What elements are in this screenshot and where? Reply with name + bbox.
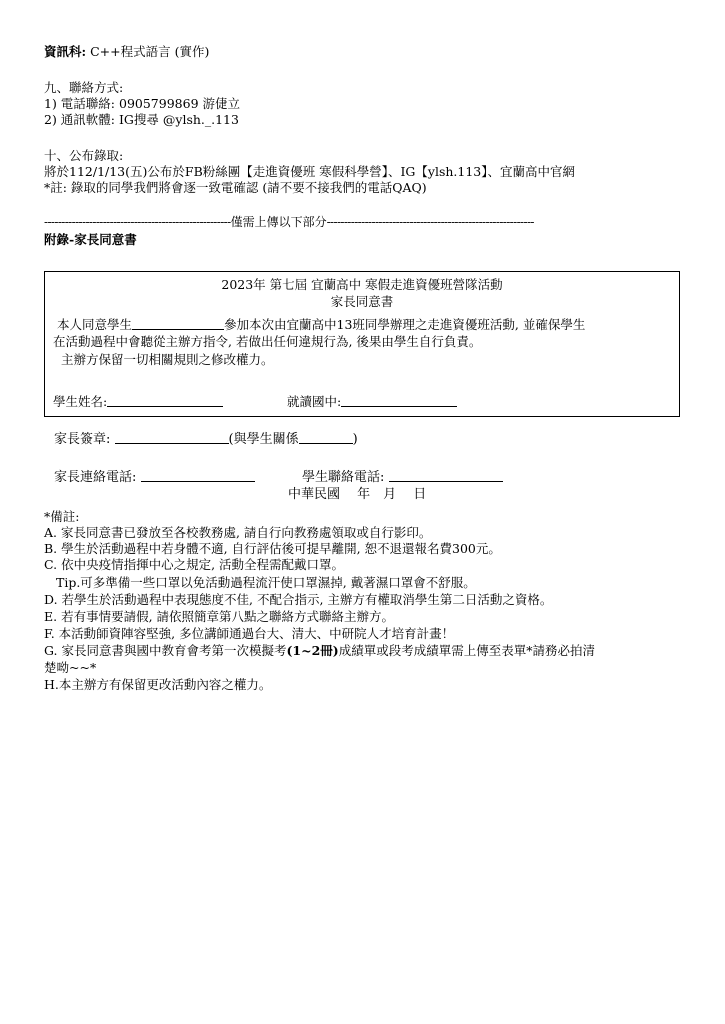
student-phone-label: 學生聯絡電話:	[302, 470, 385, 485]
admission-line2: *註: 錄取的同學我們將會逐一致電確認 (請不要不接我們的電話QAQ)	[44, 180, 427, 195]
student-name-row	[53, 394, 223, 410]
relation-field[interactable]	[299, 431, 353, 444]
note-d: D. 若學生於活動過程中表現態度不佳, 不配合指示, 主辦方有權取消學生第二日活動之資格。	[44, 592, 553, 607]
parent-sign-field[interactable]	[115, 431, 229, 444]
student-name-field[interactable]	[107, 394, 223, 407]
consent-body-line2: 在活動過程中會聽從主辦方指令, 若做出任何違規行為, 後果由學生自行負責。	[53, 334, 482, 349]
student-phone-row	[302, 469, 503, 486]
note-a: A. 家長同意書已發放至各校教務處, 請自行向教務處領取或自行影印。	[44, 525, 432, 540]
appendix-title: 附錄-家長同意書	[44, 232, 137, 247]
school-label: 就讀國中:	[287, 394, 342, 409]
admission-line1: 將於112/1/13(五)公布於FB粉絲團【走進資優班 寒假科學營】、IG【ylsh.113】、宜蘭高中官網	[44, 164, 576, 179]
school-field[interactable]	[341, 394, 457, 407]
parent-phone-field[interactable]	[141, 469, 255, 482]
student-name-label: 學生姓名:	[53, 394, 108, 409]
consent-body-line3: 主辦方保留一切相關規則之修改權力。	[61, 352, 274, 367]
contact-heading: 九、聯絡方式:	[44, 80, 124, 95]
note-g-bold: (1~2冊)	[286, 643, 339, 658]
note-c-tip: Tip.可多準備一些口罩以免活動過程流汗使口罩濕掉, 戴著濕口罩會不舒服。	[56, 575, 476, 590]
consent-body-line1: 本人同意學生 參加本次由宜蘭高中13班同學辦理之走進資優班活動, 並確保學生	[57, 317, 586, 332]
parent-sign-label: 家長簽章:	[54, 432, 111, 447]
note-b: B. 學生於活動過程中若身體不適, 自行評估後可提早離開, 恕不退還報名費300元。	[44, 541, 501, 556]
note-f: F. 本活動師資陣容堅強, 多位講師通過台大、清大、中研院人才培育計畫！	[44, 626, 455, 641]
note-g-line2: 楚呦~~*	[44, 660, 97, 675]
contact-social: 2) 通訊軟體: IG搜尋 @ylsh._.113	[44, 112, 239, 127]
admission-heading: 十、公布錄取:	[44, 148, 124, 163]
note-h: H.本主辦方有保留更改活動內容之權力。	[44, 677, 272, 692]
student-phone-field[interactable]	[389, 469, 503, 482]
contact-phone: 1) 電話聯絡: 0905799869 游倢立	[44, 96, 240, 111]
student-name-blank[interactable]	[132, 317, 224, 330]
notes-heading: *備註:	[44, 509, 80, 524]
parent-sign-row: 家長簽章: (與學生關係 )	[54, 432, 358, 447]
dept-line: 資訊科: C++程式語言 (實作)	[44, 44, 210, 59]
parent-phone-row	[54, 469, 255, 486]
note-g: G. 家長同意書與國中教育會考第一次模擬考(1~2冊)成績單或段考成績單需上傳至表單*請務必拍清	[44, 643, 595, 658]
consent-subtitle: 家長同意書	[330, 294, 394, 309]
school-row	[287, 394, 457, 410]
date-line: 中華民國 年 月 日	[288, 487, 427, 502]
upload-divider: ------------------------------------------------------僅需上傳以下部分------------------------------------------------------------	[44, 215, 534, 229]
consent-title: 2023年 第七屆 宜蘭高中 寒假走進資優班營隊活動	[221, 277, 503, 292]
divider-text: 僅需上傳以下部分	[230, 215, 327, 229]
note-c: C. 依中央疫情指揮中心之規定, 活動全程需配戴口罩。	[44, 557, 345, 572]
dept-value: C++程式語言 (實作)	[86, 44, 210, 59]
parent-phone-label: 家長連絡電話:	[54, 470, 137, 485]
dept-label: 資訊科	[44, 44, 82, 59]
note-e: E. 若有事情要請假, 請依照簡章第八點之聯絡方式聯絡主辦方。	[44, 609, 395, 624]
consent-form-box	[44, 271, 680, 417]
